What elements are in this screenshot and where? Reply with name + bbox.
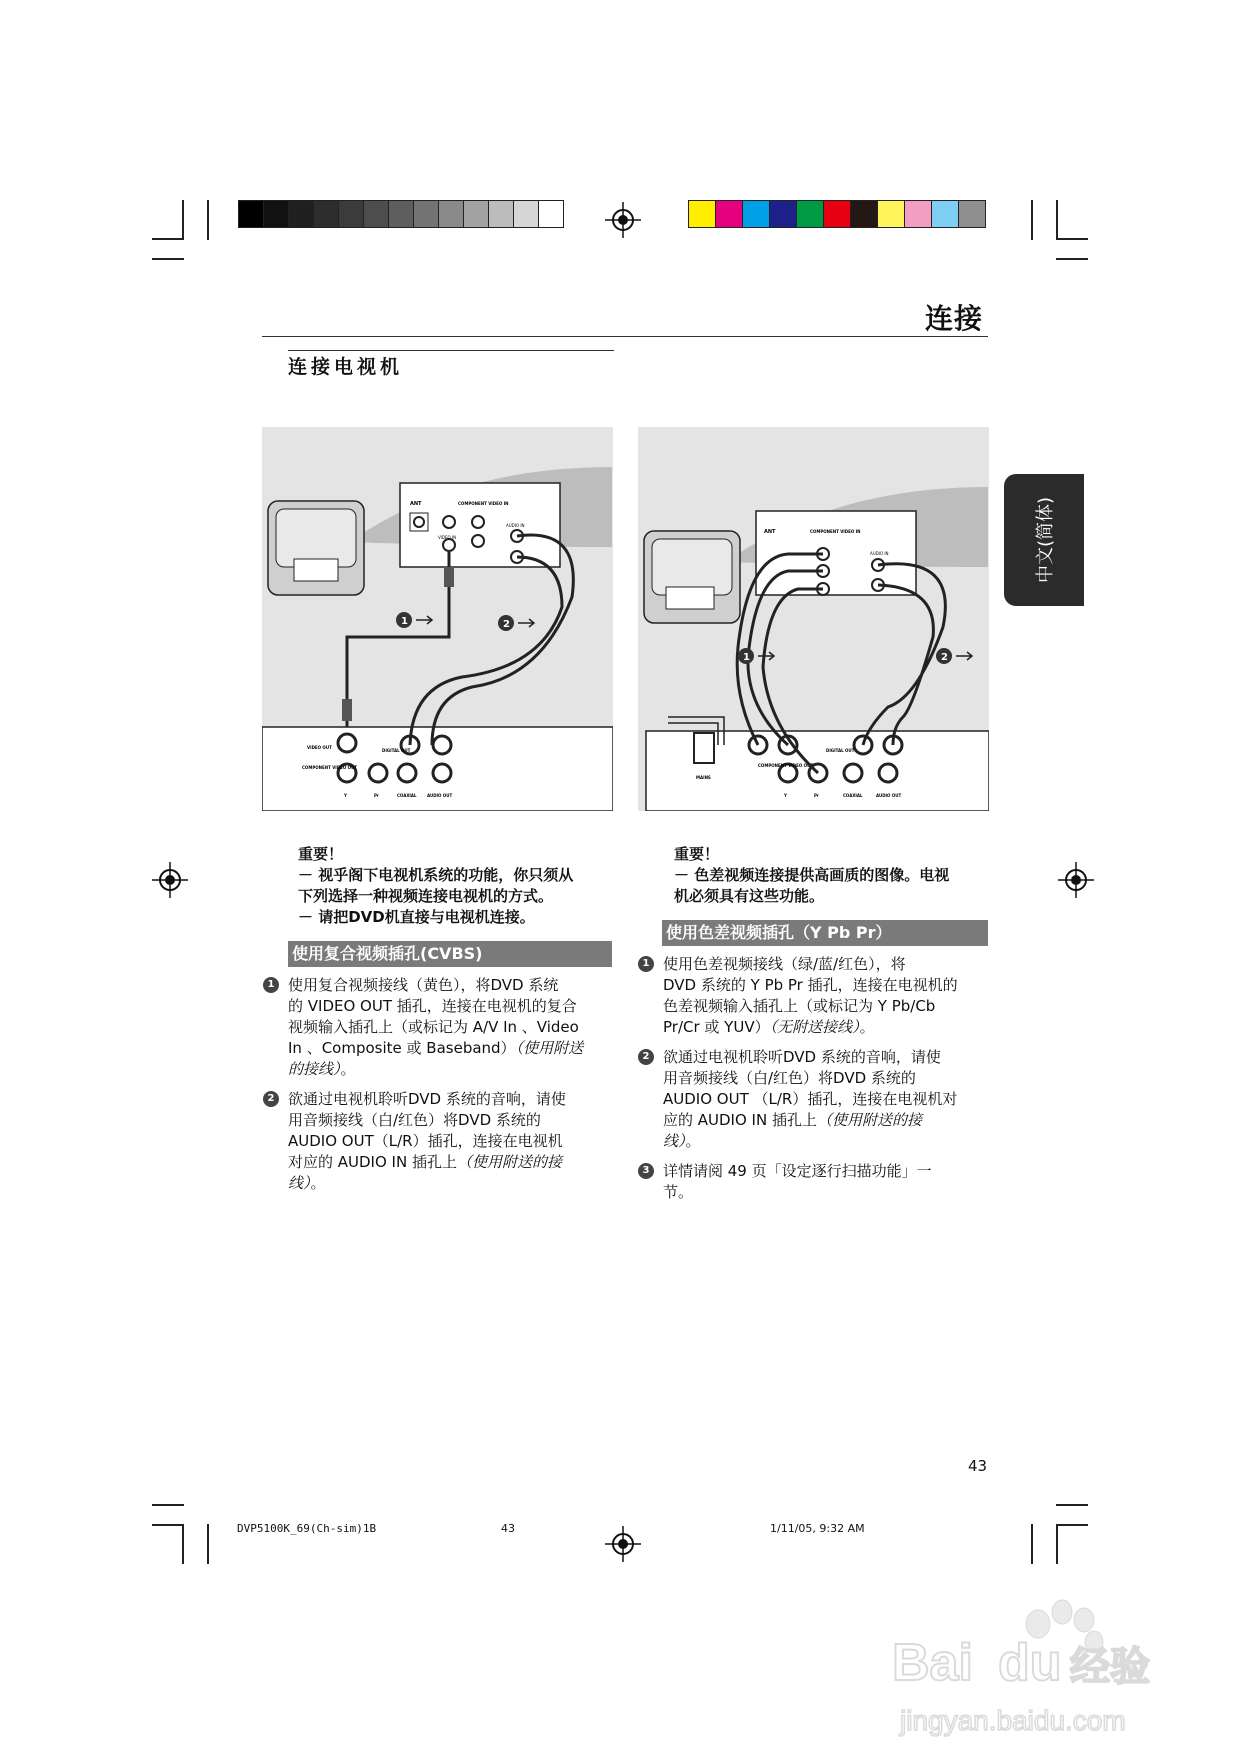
color-swatch <box>769 200 797 228</box>
footer-date: 1/11/05, 9:32 AM <box>770 1522 865 1535</box>
page-number: 43 <box>968 1457 988 1475</box>
header-rule <box>262 336 988 337</box>
digital-out-label: DIGITAL OUT <box>382 748 411 753</box>
step-item <box>267 975 618 1080</box>
color-swatch <box>688 200 716 228</box>
crop-mark <box>182 1524 184 1564</box>
step-note: 线） <box>663 1132 686 1150</box>
crop-mark <box>152 1504 184 1506</box>
step-2-callout <box>936 648 972 664</box>
crop-mark <box>1056 200 1058 240</box>
color-swatch <box>796 200 824 228</box>
step-line: 使用色差视频接线（绿/蓝/红色），将 <box>663 955 906 973</box>
svg-text:2: 2 <box>503 619 510 630</box>
component-video-in-label: COMPONENT VIDEO IN <box>458 501 509 506</box>
pr-label: Pr <box>374 793 379 798</box>
component-video-in-label: COMPONENT VIDEO IN <box>810 529 861 534</box>
section-bar-component: 使用色差视频插孔（Y Pb Pr） <box>662 920 988 946</box>
dvd-player-back-panel <box>262 727 613 811</box>
crop-mark <box>207 200 209 240</box>
section-bar-cvbs: 使用复合视频插孔(CVBS) <box>288 941 612 967</box>
pr-label: Pr <box>814 793 819 798</box>
step-1-callout <box>738 648 774 664</box>
step-line: 应的 AUDIO IN 插孔上 <box>663 1111 817 1129</box>
tv-back-panel <box>400 483 560 567</box>
gray-swatch <box>538 200 564 228</box>
crop-mark <box>1056 1504 1088 1506</box>
crop-mark <box>1056 1524 1088 1526</box>
step-line: 色差视频输入插孔上（或标记为 Y Pb/Cb <box>663 997 936 1015</box>
video-out-label: VIDEO OUT <box>307 745 332 750</box>
section-rule <box>288 350 614 351</box>
color-swatch <box>958 200 986 228</box>
y-label: Y <box>344 793 347 798</box>
color-swatch <box>823 200 851 228</box>
color-swatch <box>850 200 878 228</box>
gray-swatch <box>288 200 314 228</box>
gray-swatch <box>488 200 514 228</box>
step-note: （使用附送的接 <box>456 1153 562 1171</box>
crop-mark <box>182 200 184 240</box>
step-item <box>642 1047 993 1152</box>
step-line: AUDIO OUT（L/R）插孔，连接在电视机 <box>288 1132 563 1150</box>
step-line: 节。 <box>663 1183 694 1201</box>
page-title: 连接 <box>924 302 983 335</box>
svg-text:1: 1 <box>401 616 408 627</box>
step-line: 欲通过电视机聆听DVD 系统的音响，请使 <box>663 1048 941 1066</box>
color-swatch <box>715 200 743 228</box>
component-video-out-label: COMPONENT VIDEO OUT <box>302 765 358 770</box>
audio-out-label: AUDIO OUT <box>427 793 453 798</box>
step-line: 用音频接线（白/红色）将DVD 系统的 <box>663 1069 916 1087</box>
footer-filename: DVP5100K_69(Ch-sim)1B <box>237 1522 377 1535</box>
step-1-callout <box>396 612 432 628</box>
important-line: － 视乎阁下电视机系统的功能，你只须从 <box>298 866 574 884</box>
color-swatch <box>877 200 905 228</box>
step-item <box>267 1089 618 1194</box>
gray-swatch <box>388 200 414 228</box>
step-line: 的 VIDEO OUT 插孔，连接在电视机的复合 <box>288 997 577 1015</box>
footer-page: 43 <box>501 1522 515 1535</box>
baidu-watermark <box>880 1590 1180 1750</box>
gray-swatch <box>363 200 389 228</box>
step-number: 3 <box>638 1163 654 1179</box>
gray-swatch <box>463 200 489 228</box>
crop-mark <box>207 1524 209 1564</box>
gray-swatch <box>313 200 339 228</box>
registration-mark-icon <box>605 202 641 238</box>
step-note: （无附送接线） <box>769 1018 860 1036</box>
video-in-label: VIDEO IN <box>438 535 457 540</box>
step-item <box>642 954 993 1038</box>
section-title: 连接电视机 <box>288 356 404 378</box>
watermark-cn: 经验 <box>1070 1644 1150 1690</box>
language-tab-label: 中文(简体) <box>1035 496 1056 584</box>
svg-text:2: 2 <box>941 652 948 663</box>
step-line: 用音频接线（白/红色）将DVD 系统的 <box>288 1111 541 1129</box>
important-line: 机必须具有这些功能。 <box>674 887 825 905</box>
audio-in-label: AUDIO IN <box>506 523 525 528</box>
diagram-component <box>638 427 989 811</box>
mains-label: MAINS <box>696 775 711 780</box>
important-title: 重要！ <box>298 845 344 863</box>
dvd-player-back-panel <box>646 717 989 811</box>
step-line: DVD 系统的 Y Pb Pr 插孔，连接在电视机的 <box>663 976 958 994</box>
step-line: Pr/Cr 或 YUV） <box>663 1018 770 1036</box>
audio-out-label: AUDIO OUT <box>876 793 902 798</box>
crop-mark <box>152 238 184 240</box>
step-item <box>642 1161 993 1203</box>
registration-mark-icon <box>1058 862 1094 898</box>
crop-mark <box>1056 1524 1058 1564</box>
ant-label: ANT <box>410 501 422 507</box>
step-note: （使用附送的接 <box>816 1111 922 1129</box>
crop-mark <box>1056 258 1088 260</box>
digital-out-label: DIGITAL OUT <box>826 748 855 753</box>
step-end: 。 <box>310 1174 326 1192</box>
watermark-brand: Bai <box>892 1634 973 1692</box>
color-swatch <box>931 200 959 228</box>
registration-mark-icon <box>152 862 188 898</box>
language-tab <box>1004 474 1084 606</box>
step-number: 1 <box>638 956 654 972</box>
step-end: 。 <box>340 1060 356 1078</box>
important-line: － 色差视频连接提供高画质的图像。电视 <box>674 866 950 884</box>
step-end: 。 <box>685 1132 701 1150</box>
step-line: In 、Composite 或 Baseband） <box>288 1039 516 1057</box>
important-note-right <box>674 844 994 907</box>
coaxial-label: COAXIAL <box>843 793 863 798</box>
tv-back-panel <box>756 511 916 595</box>
step-note: （使用附送 <box>515 1039 584 1057</box>
crop-mark <box>1056 238 1088 240</box>
svg-text:1: 1 <box>743 652 750 663</box>
step-note: 线） <box>288 1174 311 1192</box>
important-note-left <box>298 844 618 928</box>
gray-swatch <box>263 200 289 228</box>
crop-mark <box>152 258 184 260</box>
step-line: AUDIO OUT （L/R）插孔，连接在电视机对 <box>663 1090 958 1108</box>
crop-mark <box>1031 1524 1033 1564</box>
color-swatch <box>742 200 770 228</box>
watermark-brand-2: du <box>998 1634 1062 1692</box>
diagram-cvbs <box>262 427 613 811</box>
coaxial-label: COAXIAL <box>397 793 417 798</box>
tv-icon <box>644 531 740 623</box>
y-label: Y <box>784 793 787 798</box>
gray-swatch <box>513 200 539 228</box>
registration-mark-icon <box>605 1526 641 1562</box>
important-title: 重要！ <box>674 845 720 863</box>
step-number: 1 <box>263 977 279 993</box>
step-line: 详情请阅 49 页「设定逐行扫描功能」一 <box>663 1162 932 1180</box>
step-note: 的接线） <box>288 1060 341 1078</box>
step-end: 。 <box>859 1018 875 1036</box>
crop-mark <box>152 1524 184 1526</box>
important-line: － 请把DVD机直接与电视机连接。 <box>298 908 535 926</box>
ant-label: ANT <box>764 529 776 535</box>
gray-swatch <box>338 200 364 228</box>
important-line: 下列选择一种视频连接电视机的方式。 <box>298 887 554 905</box>
crop-mark <box>1031 200 1033 240</box>
step-number: 2 <box>638 1049 654 1065</box>
step-2-callout <box>498 615 534 631</box>
step-line: 对应的 AUDIO IN 插孔上 <box>288 1153 457 1171</box>
step-line: 使用复合视频接线（黄色），将DVD 系统 <box>288 976 559 994</box>
component-video-out-label: COMPONENT VIDEO OUT <box>758 763 814 768</box>
gray-swatch <box>413 200 439 228</box>
step-line: 欲通过电视机聆听DVD 系统的音响，请使 <box>288 1090 566 1108</box>
gray-swatch <box>438 200 464 228</box>
step-number: 2 <box>263 1091 279 1107</box>
color-swatch <box>904 200 932 228</box>
step-line: 视频输入插孔上（或标记为 A/V In 、Video <box>288 1018 579 1036</box>
watermark-url: jingyan.baidu.com <box>900 1705 1126 1736</box>
audio-in-label: AUDIO IN <box>870 551 889 556</box>
gray-swatch <box>238 200 264 228</box>
tv-icon <box>268 501 364 595</box>
